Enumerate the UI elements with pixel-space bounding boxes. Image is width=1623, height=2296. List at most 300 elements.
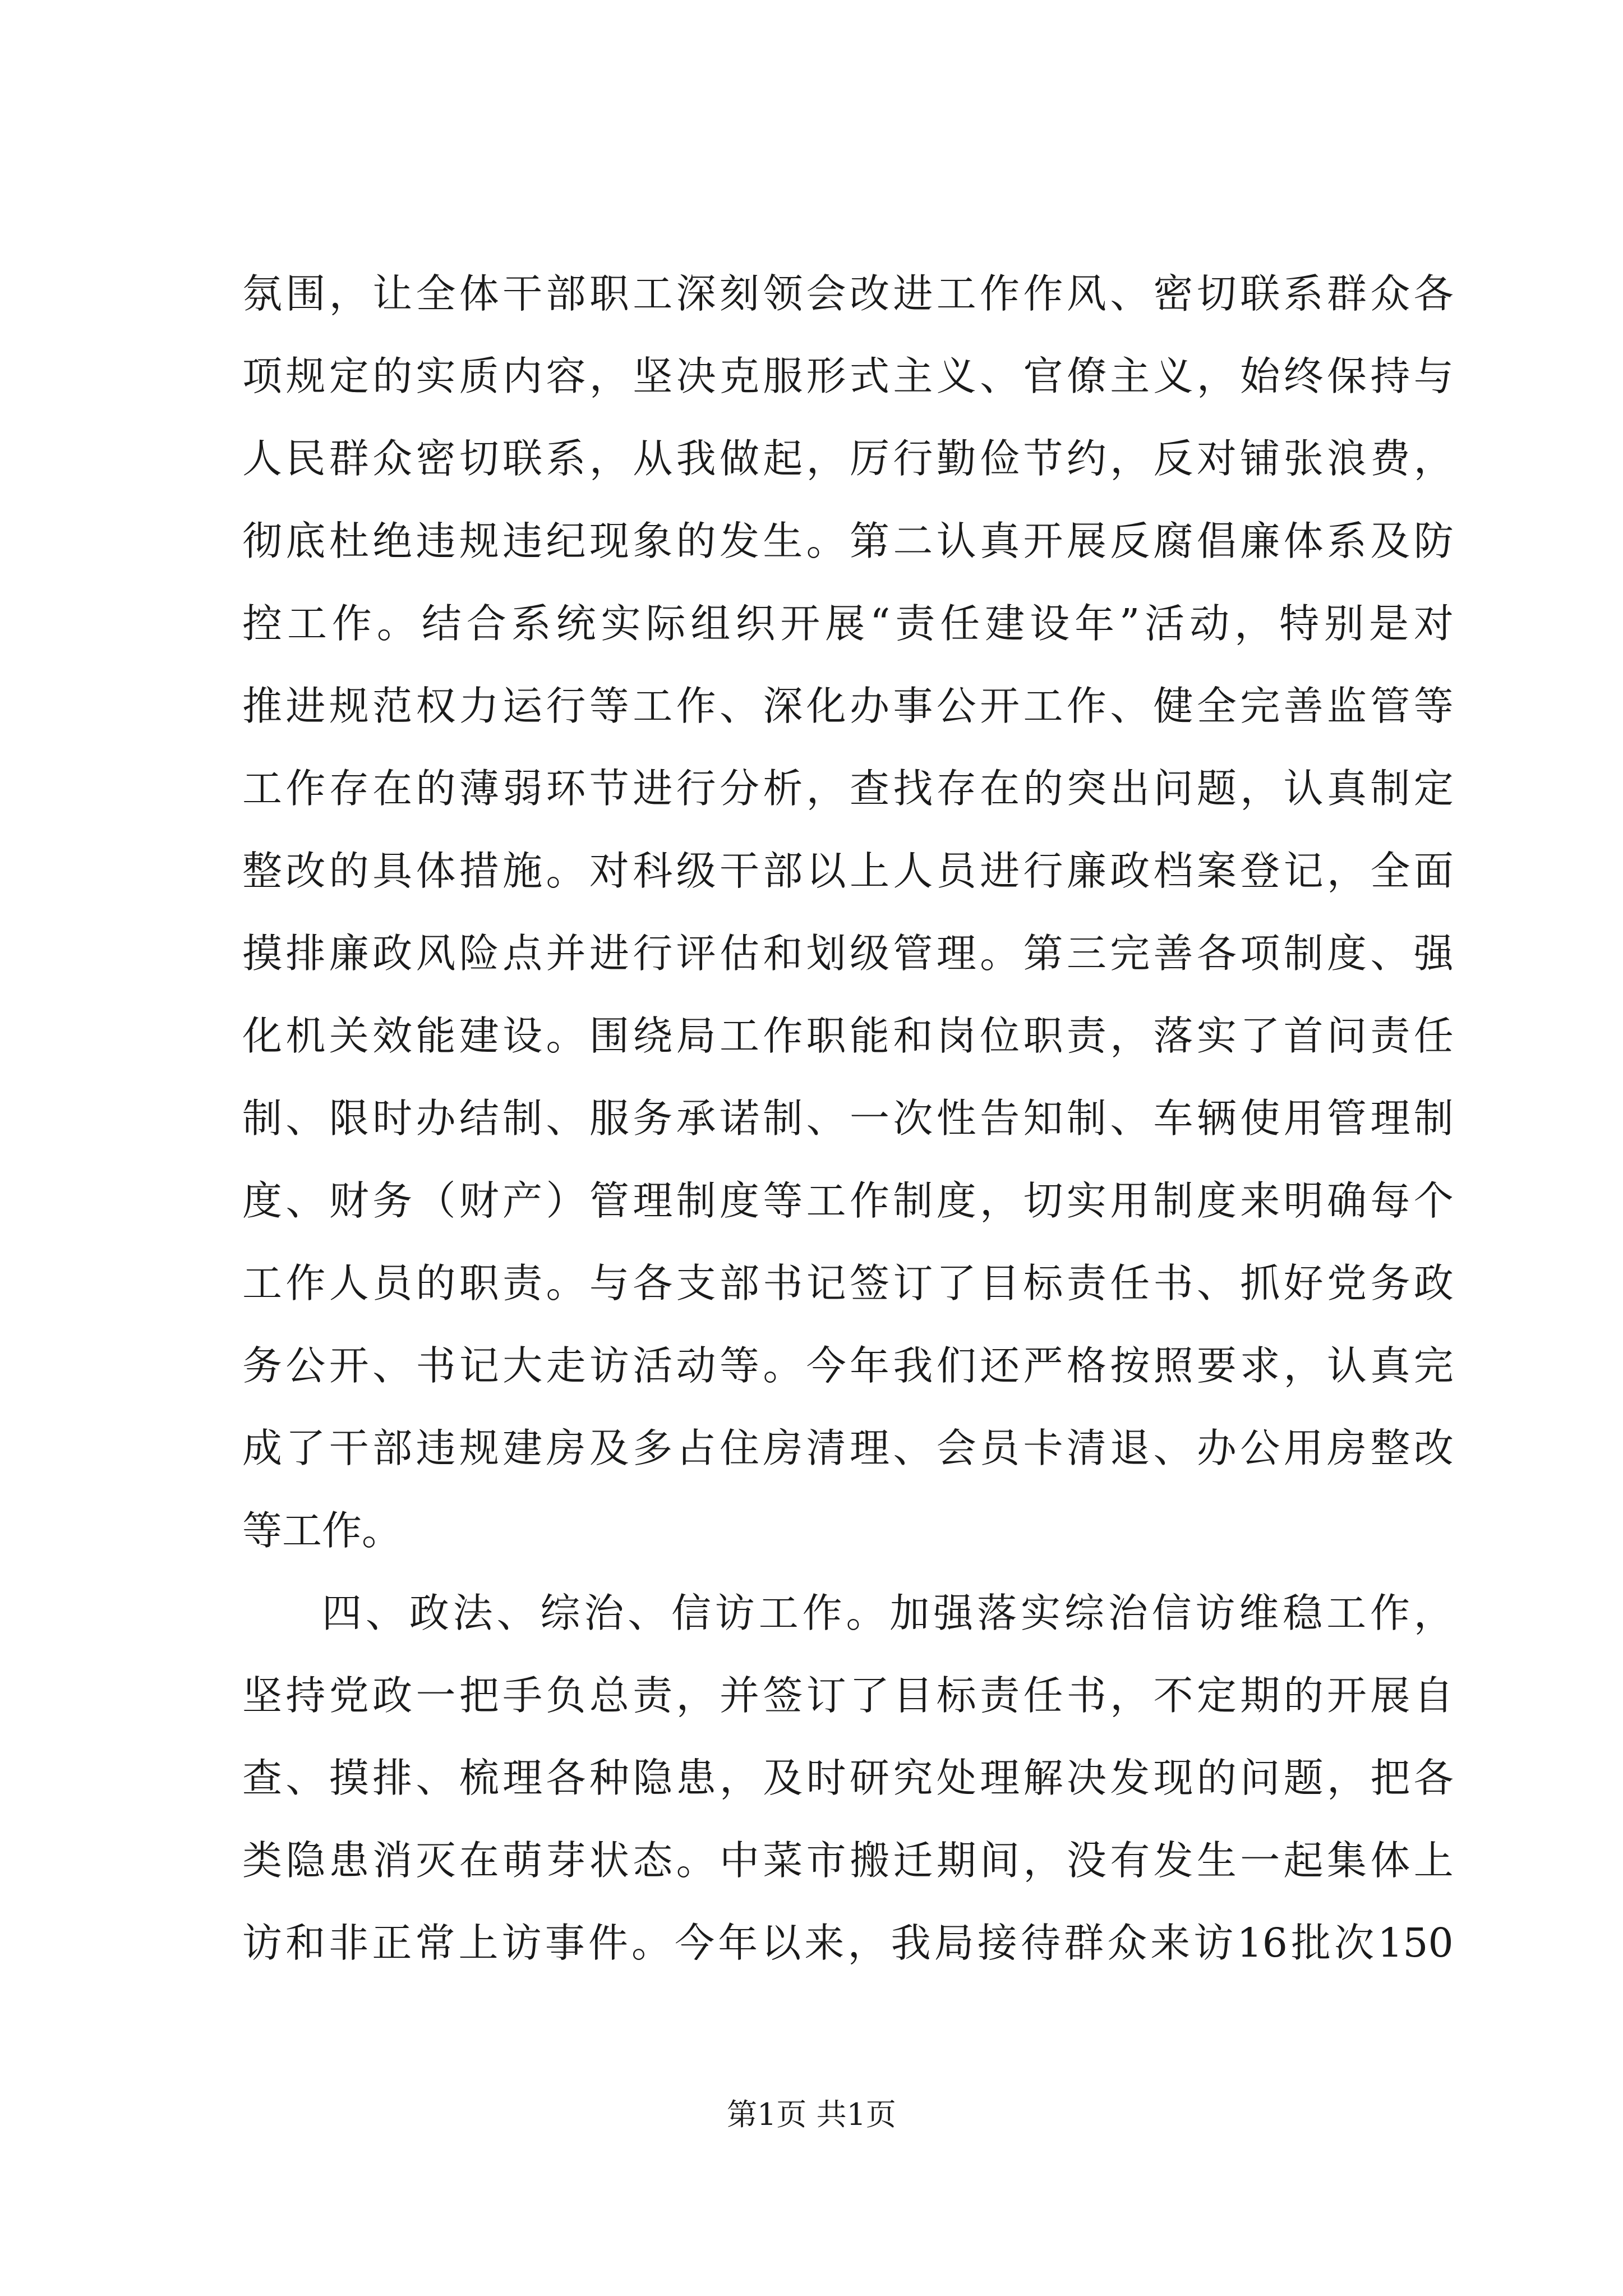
text-glyph: 政 — [1413, 1260, 1454, 1306]
text-glyph: 风 — [416, 930, 456, 977]
text-glyph: 制 — [242, 1095, 283, 1142]
text-glyph: 与 — [589, 1260, 629, 1306]
text-glyph: 以 — [806, 848, 846, 894]
text-glyph: 态 — [633, 1837, 673, 1884]
text-glyph: 上 — [458, 1920, 499, 1966]
text-glyph: 、 — [1153, 1425, 1193, 1471]
text-glyph: 我 — [893, 1342, 933, 1389]
text-glyph: 完 — [1110, 930, 1150, 977]
text-glyph: 访 — [242, 1920, 283, 1966]
text-line — [242, 830, 1454, 912]
text-glyph: 位 — [980, 1013, 1020, 1059]
text-glyph: 、 — [1110, 270, 1150, 317]
text-glyph: 完 — [1413, 1342, 1454, 1389]
text-glyph: 倡 — [1196, 518, 1237, 564]
text-glyph: 部 — [546, 270, 586, 317]
text-line — [242, 1407, 1454, 1489]
text-glyph: 确 — [1326, 1177, 1367, 1224]
text-glyph: 众 — [1370, 270, 1410, 317]
text-glyph: 、 — [285, 1095, 326, 1142]
text-glyph: 的 — [372, 353, 413, 399]
text-glyph: 承 — [676, 1095, 716, 1142]
text-glyph: 等 — [589, 683, 629, 729]
text-line — [242, 1737, 1454, 1819]
text-glyph: 政 — [1110, 848, 1150, 894]
text-glyph: ， — [1110, 1672, 1150, 1719]
text-glyph: 办 — [416, 1095, 456, 1142]
text-glyph: 开 — [1326, 1672, 1367, 1719]
text-glyph: 服 — [589, 1095, 629, 1142]
text-glyph: 面 — [1413, 848, 1454, 894]
text-glyph: 用 — [1283, 1095, 1324, 1142]
text-glyph: 大 — [502, 1342, 543, 1389]
text-glyph: 建 — [459, 1013, 499, 1059]
text-glyph: 正 — [372, 1920, 412, 1966]
text-glyph: 责 — [1066, 1260, 1106, 1306]
text-glyph: 善 — [1153, 930, 1193, 977]
text-glyph: 和 — [763, 930, 803, 977]
text-glyph: 排 — [372, 1755, 413, 1801]
text-glyph: 期 — [1240, 1672, 1280, 1719]
text-glyph: 我 — [891, 1920, 931, 1966]
text-glyph: 善 — [1283, 683, 1324, 729]
text-glyph: 订 — [893, 1260, 933, 1306]
text-glyph: 今 — [675, 1920, 715, 1966]
text-glyph: 了 — [936, 1260, 976, 1306]
text-glyph: 统 — [556, 600, 596, 647]
text-glyph: 各 — [1413, 1755, 1454, 1801]
text-glyph: 作 — [1370, 1590, 1410, 1636]
text-glyph: 式 — [850, 353, 890, 399]
text-glyph: 廉 — [1066, 848, 1106, 894]
text-glyph: 全 — [416, 270, 456, 317]
text-glyph: 的 — [1283, 1672, 1324, 1719]
text-glyph: 制 — [1283, 930, 1324, 977]
text-glyph: 质 — [459, 353, 499, 399]
text-glyph: 并 — [546, 930, 586, 977]
text-glyph: 标 — [1023, 1260, 1063, 1306]
text-glyph: 来 — [1240, 1177, 1280, 1224]
text-glyph: 实 — [1066, 1177, 1106, 1224]
text-glyph: 结 — [459, 1095, 499, 1142]
text-glyph: 每 — [1370, 1177, 1410, 1224]
text-glyph: ， — [1110, 1013, 1150, 1059]
text-glyph: 薄 — [459, 765, 499, 812]
text-glyph: 险 — [459, 930, 499, 977]
text-glyph: 的 — [1196, 1755, 1237, 1801]
text-glyph: 和 — [285, 1920, 326, 1966]
text-glyph: 作 — [1066, 683, 1106, 729]
text-glyph: 一 — [416, 1672, 456, 1719]
text-glyph: 监 — [1326, 683, 1367, 729]
text-glyph: 诺 — [719, 1095, 759, 1142]
text-glyph: 坚 — [633, 353, 673, 399]
text-glyph: 对 — [1196, 435, 1237, 482]
text-glyph: 来 — [804, 1920, 845, 1966]
text-glyph: 任 — [1413, 1013, 1454, 1059]
text-glyph: 制 — [1066, 1095, 1106, 1142]
text-glyph: 职 — [806, 1013, 846, 1059]
text-glyph: 综 — [1064, 1590, 1104, 1636]
text-glyph: 以 — [761, 1920, 801, 1966]
text-glyph: 体 — [459, 270, 499, 317]
text-glyph: 民 — [285, 435, 326, 482]
text-glyph: 始 — [1240, 353, 1280, 399]
text-glyph: 主 — [893, 353, 933, 399]
text-glyph: 理 — [1370, 1095, 1410, 1142]
text-glyph: 案 — [1196, 848, 1237, 894]
text-glyph: 使 — [1240, 1095, 1280, 1142]
text-glyph: 占 — [676, 1425, 716, 1471]
text-line — [242, 1819, 1454, 1902]
text-glyph: 清 — [1066, 1425, 1106, 1471]
text-glyph: 范 — [372, 683, 413, 729]
text-glyph: 度 — [1196, 1177, 1237, 1224]
text-glyph: 职 — [589, 270, 629, 317]
text-glyph: 是 — [1368, 600, 1409, 647]
text-glyph: 一 — [850, 1095, 890, 1142]
text-glyph: 绕 — [633, 1013, 673, 1059]
text-glyph: 制 — [1153, 1177, 1193, 1224]
text-glyph: 个 — [1413, 1177, 1454, 1224]
text-glyph: 内 — [502, 353, 543, 399]
text-line — [242, 665, 1454, 747]
text-glyph: 织 — [735, 600, 776, 647]
text-line — [242, 1902, 1454, 1984]
text-glyph: 现 — [1153, 1755, 1193, 1801]
text-glyph: 退 — [1110, 1425, 1150, 1471]
text-glyph: 财 — [329, 1177, 369, 1224]
text-glyph: 度 — [719, 1177, 759, 1224]
text-glyph: 全 — [1196, 683, 1237, 729]
text-glyph: 明 — [1283, 1177, 1324, 1224]
text-glyph: 、 — [980, 353, 1020, 399]
text-glyph: 发 — [1110, 1755, 1150, 1801]
text-glyph: 局 — [676, 1013, 716, 1059]
text-glyph: 体 — [1283, 518, 1324, 564]
text-glyph: 力 — [459, 683, 499, 729]
text-line — [242, 500, 1454, 582]
text-glyph: 杜 — [329, 518, 369, 564]
text-glyph: 科 — [633, 848, 673, 894]
text-glyph: 及 — [589, 1425, 629, 1471]
text-line — [242, 1242, 1454, 1324]
text-glyph: 结 — [421, 600, 462, 647]
text-glyph: 发 — [1153, 1837, 1193, 1884]
text-glyph: 责 — [980, 1672, 1020, 1719]
text-glyph: 形 — [806, 353, 846, 399]
text-glyph: 际 — [645, 600, 686, 647]
text-glyph: 、 — [893, 1425, 933, 1471]
text-glyph: 公 — [936, 683, 976, 729]
text-glyph: 搬 — [850, 1837, 890, 1884]
text-glyph: 今 — [806, 1342, 846, 1389]
text-glyph: 实 — [1196, 1013, 1237, 1059]
text-glyph: 常 — [415, 1920, 455, 1966]
text-glyph: 稳 — [1283, 1590, 1323, 1636]
text-glyph: 、 — [628, 1590, 668, 1636]
text-glyph: 评 — [676, 930, 716, 977]
text-glyph: ， — [806, 435, 846, 482]
text-glyph: 事 — [545, 1920, 585, 1966]
text-glyph: 全 — [1370, 848, 1410, 894]
text-glyph: 四 — [322, 1590, 362, 1636]
text-glyph: 在 — [459, 1837, 499, 1884]
text-glyph: 没 — [1066, 1837, 1106, 1884]
text-glyph: 权 — [416, 683, 456, 729]
text-line — [242, 1654, 1454, 1737]
text-glyph: 动 — [1189, 600, 1230, 647]
text-glyph: 要 — [1196, 1342, 1237, 1389]
text-glyph: 不 — [1153, 1672, 1193, 1719]
text-glyph: 岗 — [936, 1013, 976, 1059]
text-glyph: 突 — [1066, 765, 1106, 812]
text-glyph: 纪 — [546, 518, 586, 564]
text-glyph: 联 — [1240, 270, 1280, 317]
text-glyph: 车 — [1153, 1095, 1193, 1142]
text-glyph: 人 — [242, 435, 283, 482]
text-glyph: 政 — [372, 1672, 413, 1719]
text-glyph: 改 — [285, 848, 326, 894]
text-line — [242, 1077, 1454, 1159]
text-glyph: 次 — [1334, 1920, 1375, 1966]
text-glyph: 认 — [936, 518, 976, 564]
text-glyph: 签 — [763, 1672, 803, 1719]
text-glyph: 第 — [1023, 930, 1063, 977]
text-glyph: 财 — [459, 1177, 499, 1224]
text-glyph: 16 — [1237, 1920, 1288, 1966]
text-glyph: 真 — [980, 518, 1020, 564]
text-glyph: 排 — [285, 930, 326, 977]
text-glyph: 治 — [1108, 1590, 1148, 1636]
text-glyph: 住 — [719, 1425, 759, 1471]
text-glyph: 进 — [285, 683, 326, 729]
text-glyph: 会 — [936, 1425, 976, 1471]
text-glyph: 密 — [416, 435, 456, 482]
text-glyph: 制 — [676, 1177, 716, 1224]
text-glyph: 集 — [1326, 1837, 1367, 1884]
text-glyph: 绝 — [372, 518, 413, 564]
text-glyph: 。 — [763, 1342, 803, 1389]
text-glyph: 规 — [329, 683, 369, 729]
text-glyph: 做 — [719, 435, 759, 482]
text-glyph: 等 — [763, 1177, 803, 1224]
text-glyph: 义 — [936, 353, 976, 399]
text-glyph: 级 — [850, 930, 890, 977]
text-glyph: 、 — [1110, 1095, 1150, 1142]
text-glyph: 用 — [1110, 1177, 1150, 1224]
text-glyph: 责 — [1370, 1013, 1410, 1059]
text-glyph: 理 — [980, 1755, 1020, 1801]
text-glyph: 治 — [584, 1590, 624, 1636]
text-glyph: 一 — [1240, 1837, 1280, 1884]
text-glyph: 责 — [1066, 1013, 1106, 1059]
text-glyph: 签 — [850, 1260, 890, 1306]
text-glyph: 隐 — [285, 1837, 326, 1884]
text-glyph: 部 — [719, 1260, 759, 1306]
text-glyph: 访 — [714, 1590, 755, 1636]
text-glyph: 来 — [1150, 1920, 1191, 1966]
text-glyph: 格 — [1066, 1342, 1106, 1389]
text-glyph: ， — [1283, 1342, 1324, 1389]
text-glyph: 作 — [676, 683, 716, 729]
text-glyph: 问 — [1326, 1013, 1367, 1059]
text-glyph: 现 — [589, 518, 629, 564]
text-glyph: 人 — [329, 1260, 369, 1306]
text-glyph: 解 — [1023, 1755, 1063, 1801]
text-glyph: 的 — [1023, 765, 1063, 812]
text-glyph: 政 — [409, 1590, 449, 1636]
text-glyph: 目 — [893, 1672, 933, 1719]
text-glyph: 人 — [893, 848, 933, 894]
text-glyph: 氛 — [242, 270, 283, 317]
text-glyph: 系 — [546, 435, 586, 482]
text-glyph: 浪 — [1326, 435, 1367, 482]
text-glyph: 主 — [1110, 353, 1150, 399]
text-glyph: 真 — [1326, 765, 1367, 812]
text-glyph: 能 — [850, 1013, 890, 1059]
text-glyph: 管 — [893, 930, 933, 977]
text-glyph: 组 — [690, 600, 731, 647]
text-glyph: 规 — [459, 518, 499, 564]
text-glyph: 行 — [633, 930, 673, 977]
text-glyph: 进 — [589, 930, 629, 977]
text-glyph: 度 — [1326, 930, 1367, 977]
text-glyph: 展 — [1370, 1672, 1410, 1719]
text-glyph: 公 — [285, 1342, 326, 1389]
text-glyph: 存 — [936, 765, 976, 812]
text-glyph: 群 — [1326, 270, 1367, 317]
text-glyph: 活 — [1145, 600, 1185, 647]
text-glyph: 责 — [502, 1260, 543, 1306]
text-glyph: 管 — [1370, 683, 1410, 729]
text-glyph: 持 — [1370, 353, 1410, 399]
text-glyph: 工 — [287, 600, 327, 647]
text-glyph: 房 — [763, 1425, 803, 1471]
text-glyph: 克 — [719, 353, 759, 399]
text-glyph: 研 — [850, 1755, 890, 1801]
text-glyph: 认 — [1283, 765, 1324, 812]
text-glyph: 各 — [1413, 270, 1454, 317]
text-glyph: 性 — [936, 1095, 976, 1142]
text-glyph: 系 — [511, 600, 551, 647]
text-glyph: 员 — [980, 1425, 1020, 1471]
text-glyph: 各 — [633, 1260, 673, 1306]
text-glyph: 时 — [806, 1755, 846, 1801]
text-glyph: 非 — [329, 1920, 369, 1966]
text-glyph: 们 — [936, 1342, 976, 1389]
text-glyph: 干 — [502, 270, 543, 317]
text-glyph: 行 — [893, 435, 933, 482]
text-glyph: 责 — [633, 1672, 673, 1719]
text-glyph: 进 — [893, 270, 933, 317]
text-glyph: 整 — [1370, 1425, 1410, 1471]
text-glyph: 违 — [416, 1425, 456, 1471]
text-glyph: 进 — [633, 765, 673, 812]
text-glyph: 机 — [285, 1013, 326, 1059]
text-glyph: 干 — [719, 848, 759, 894]
text-glyph: 僚 — [1066, 353, 1106, 399]
text-glyph: 析 — [763, 765, 803, 812]
text-glyph: 决 — [676, 353, 716, 399]
text-line — [242, 912, 1454, 995]
text-glyph: 类 — [242, 1837, 283, 1884]
text-glyph: 有 — [1110, 1837, 1150, 1884]
text-glyph: 勤 — [936, 435, 976, 482]
text-glyph: 职 — [1023, 1013, 1063, 1059]
text-glyph: 从 — [633, 435, 673, 482]
text-glyph: 作 — [331, 600, 372, 647]
text-glyph: 维 — [1239, 1590, 1279, 1636]
text-line — [242, 252, 1454, 335]
text-glyph: 让 — [372, 270, 413, 317]
text-glyph: 体 — [1370, 1837, 1410, 1884]
text-glyph: 了 — [850, 1672, 890, 1719]
text-glyph: 起 — [763, 435, 803, 482]
text-glyph: 约 — [1066, 435, 1106, 482]
text-glyph: 间 — [980, 1837, 1020, 1884]
text-line: 等工作。 — [242, 1507, 402, 1554]
text-glyph: 张 — [1283, 435, 1324, 482]
text-glyph: 职 — [459, 1260, 499, 1306]
text-glyph: 上 — [1413, 1837, 1454, 1884]
text-glyph: 照 — [1153, 1342, 1193, 1389]
text-glyph: 记 — [806, 1260, 846, 1306]
text-glyph: 制 — [763, 1095, 803, 1142]
text-glyph: 了 — [285, 1425, 326, 1471]
text-glyph: ， — [1326, 1755, 1367, 1801]
text-glyph: 制 — [893, 1177, 933, 1224]
text-glyph: 决 — [1066, 1755, 1106, 1801]
text-glyph: 访 — [501, 1920, 542, 1966]
text-glyph: 务 — [633, 1095, 673, 1142]
text-glyph: 部 — [372, 1425, 413, 1471]
text-glyph: 保 — [1326, 353, 1367, 399]
text-glyph: 。 — [676, 1837, 716, 1884]
text-glyph: 估 — [719, 930, 759, 977]
text-glyph: 告 — [980, 1095, 1020, 1142]
text-glyph: 定 — [1196, 1672, 1237, 1719]
text-glyph: 任 — [1110, 1260, 1150, 1306]
text-glyph: 多 — [633, 1425, 673, 1471]
text-glyph: 项 — [242, 353, 283, 399]
text-glyph: 防 — [1413, 518, 1454, 564]
text-glyph: 行 — [676, 765, 716, 812]
text-glyph: 作 — [285, 765, 326, 812]
text-glyph: 隐 — [633, 1755, 673, 1801]
text-glyph: 终 — [1283, 353, 1324, 399]
text-glyph: ， — [980, 1177, 1020, 1224]
text-glyph: 。 — [806, 518, 846, 564]
text-glyph: 及 — [763, 1755, 803, 1801]
text-glyph: 群 — [1064, 1920, 1104, 1966]
text-glyph: 书 — [763, 1260, 803, 1306]
text-glyph: 持 — [285, 1672, 326, 1719]
text-glyph: 起 — [1283, 1837, 1324, 1884]
text-glyph: ， — [676, 1672, 716, 1719]
text-glyph: 、 — [416, 1755, 456, 1801]
text-line — [242, 582, 1454, 665]
text-glyph: 究 — [893, 1755, 933, 1801]
text-glyph: 化 — [806, 683, 846, 729]
text-glyph: 的 — [676, 518, 716, 564]
text-glyph: 知 — [1023, 1095, 1063, 1142]
text-glyph: 、 — [285, 1177, 326, 1224]
text-glyph: 理 — [633, 1177, 673, 1224]
text-glyph: 规 — [285, 353, 326, 399]
text-glyph: 违 — [502, 518, 543, 564]
text-glyph: 等 — [1413, 683, 1454, 729]
